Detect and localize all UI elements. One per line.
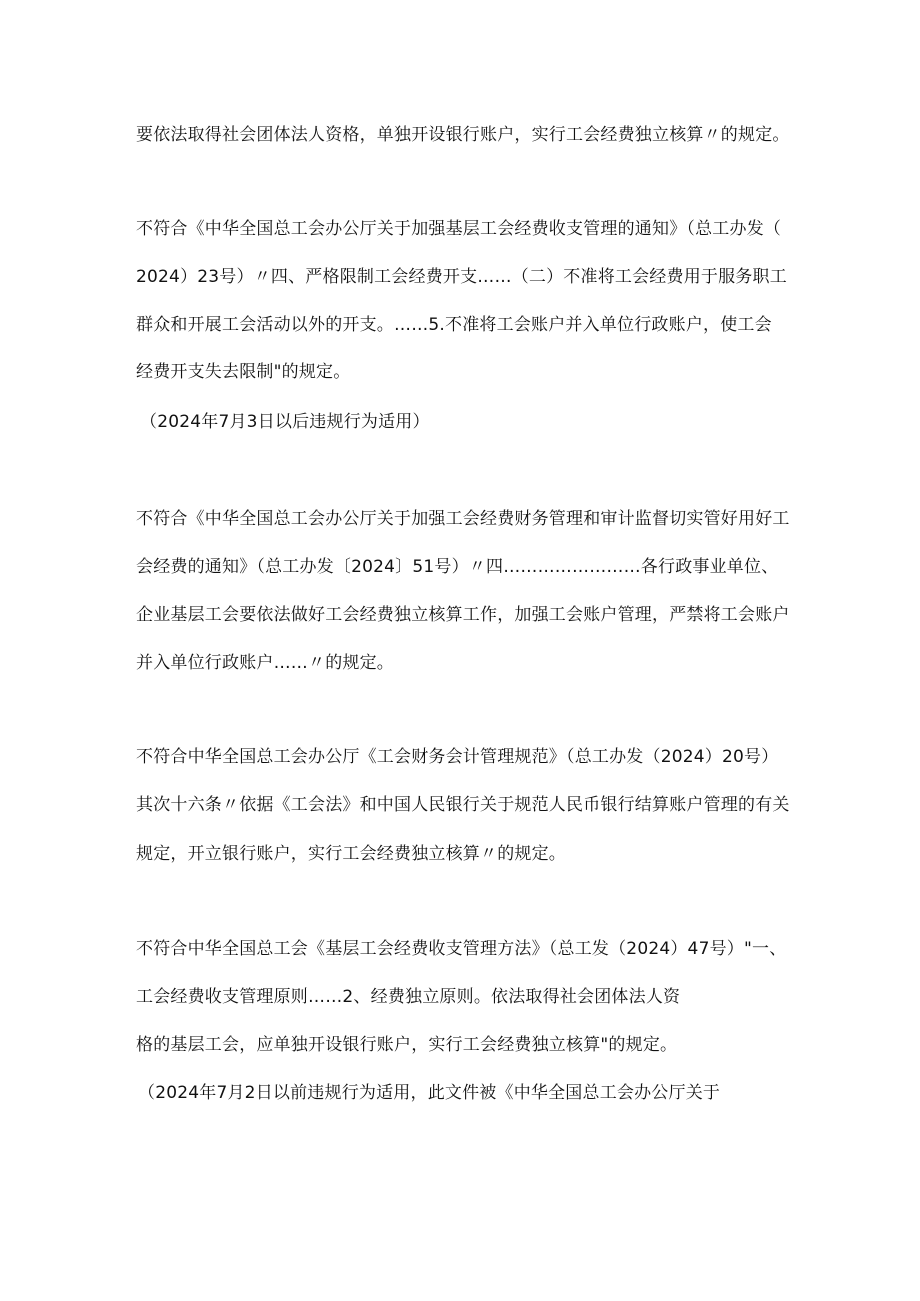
text-line: 并入单位行政账户……〃的规定。 xyxy=(136,653,394,673)
text-line: 不符合《中华全国总工会办公厅关于加强基层工会经费收支管理的通知》（总工办发（ xyxy=(136,219,782,239)
text-line: 群众和开展工会活动以外的开支。……5.不准将工会账户并入单位行政账户，使工会 xyxy=(136,315,772,335)
applicability-note: （2024年7月3日以后违规行为适用） xyxy=(140,412,430,432)
text-line: 要依法取得社会团体法人资格，单独开设银行账户，实行工会经费独立核算〃的规定。 xyxy=(136,125,790,145)
text-line: 会经费的通知》（总工办发〔2024〕51号）〃四……………………各行政事业单位、 xyxy=(136,557,779,577)
text-line: 不符合《中华全国总工会办公厅关于加强工会经费财务管理和审计监督切实管好用好工 xyxy=(136,509,790,529)
text-line: 规定，开立银行账户，实行工会经费独立核算〃的规定。 xyxy=(136,844,566,864)
applicability-note: （2024年7月2日以前违规行为适用，此文件被《中华全国总工会办公厅关于 xyxy=(138,1083,721,1103)
text-line: 企业基层工会要依法做好工会经费独立核算工作，加强工会账户管理，严禁将工会账户 xyxy=(136,605,790,625)
text-line: 不符合中华全国总工会《基层工会经费收支管理方法》（总工发（2024）47号）"一、 xyxy=(136,939,787,959)
text-line: 格的基层工会，应单独开设银行账户，实行工会经费独立核算"的规定。 xyxy=(136,1035,678,1055)
text-line: 工会经费收支管理原则……2、经费独立原则。依法取得社会团体法人资 xyxy=(136,987,681,1007)
text-line: 不符合中华全国总工会办公厅《工会财务会计管理规范》（总工办发（2024）20号） xyxy=(136,747,779,767)
text-line: 经费开支失去限制"的规定。 xyxy=(136,362,351,382)
text-line: 2024）23号）〃四、严格限制工会经费开支……（二）不准将工会经费用于服务职工 xyxy=(136,267,787,287)
text-line: 其次十六条〃依据《工会法》和中国人民银行关于规范人民币银行结算账户管理的有关 xyxy=(136,795,790,815)
